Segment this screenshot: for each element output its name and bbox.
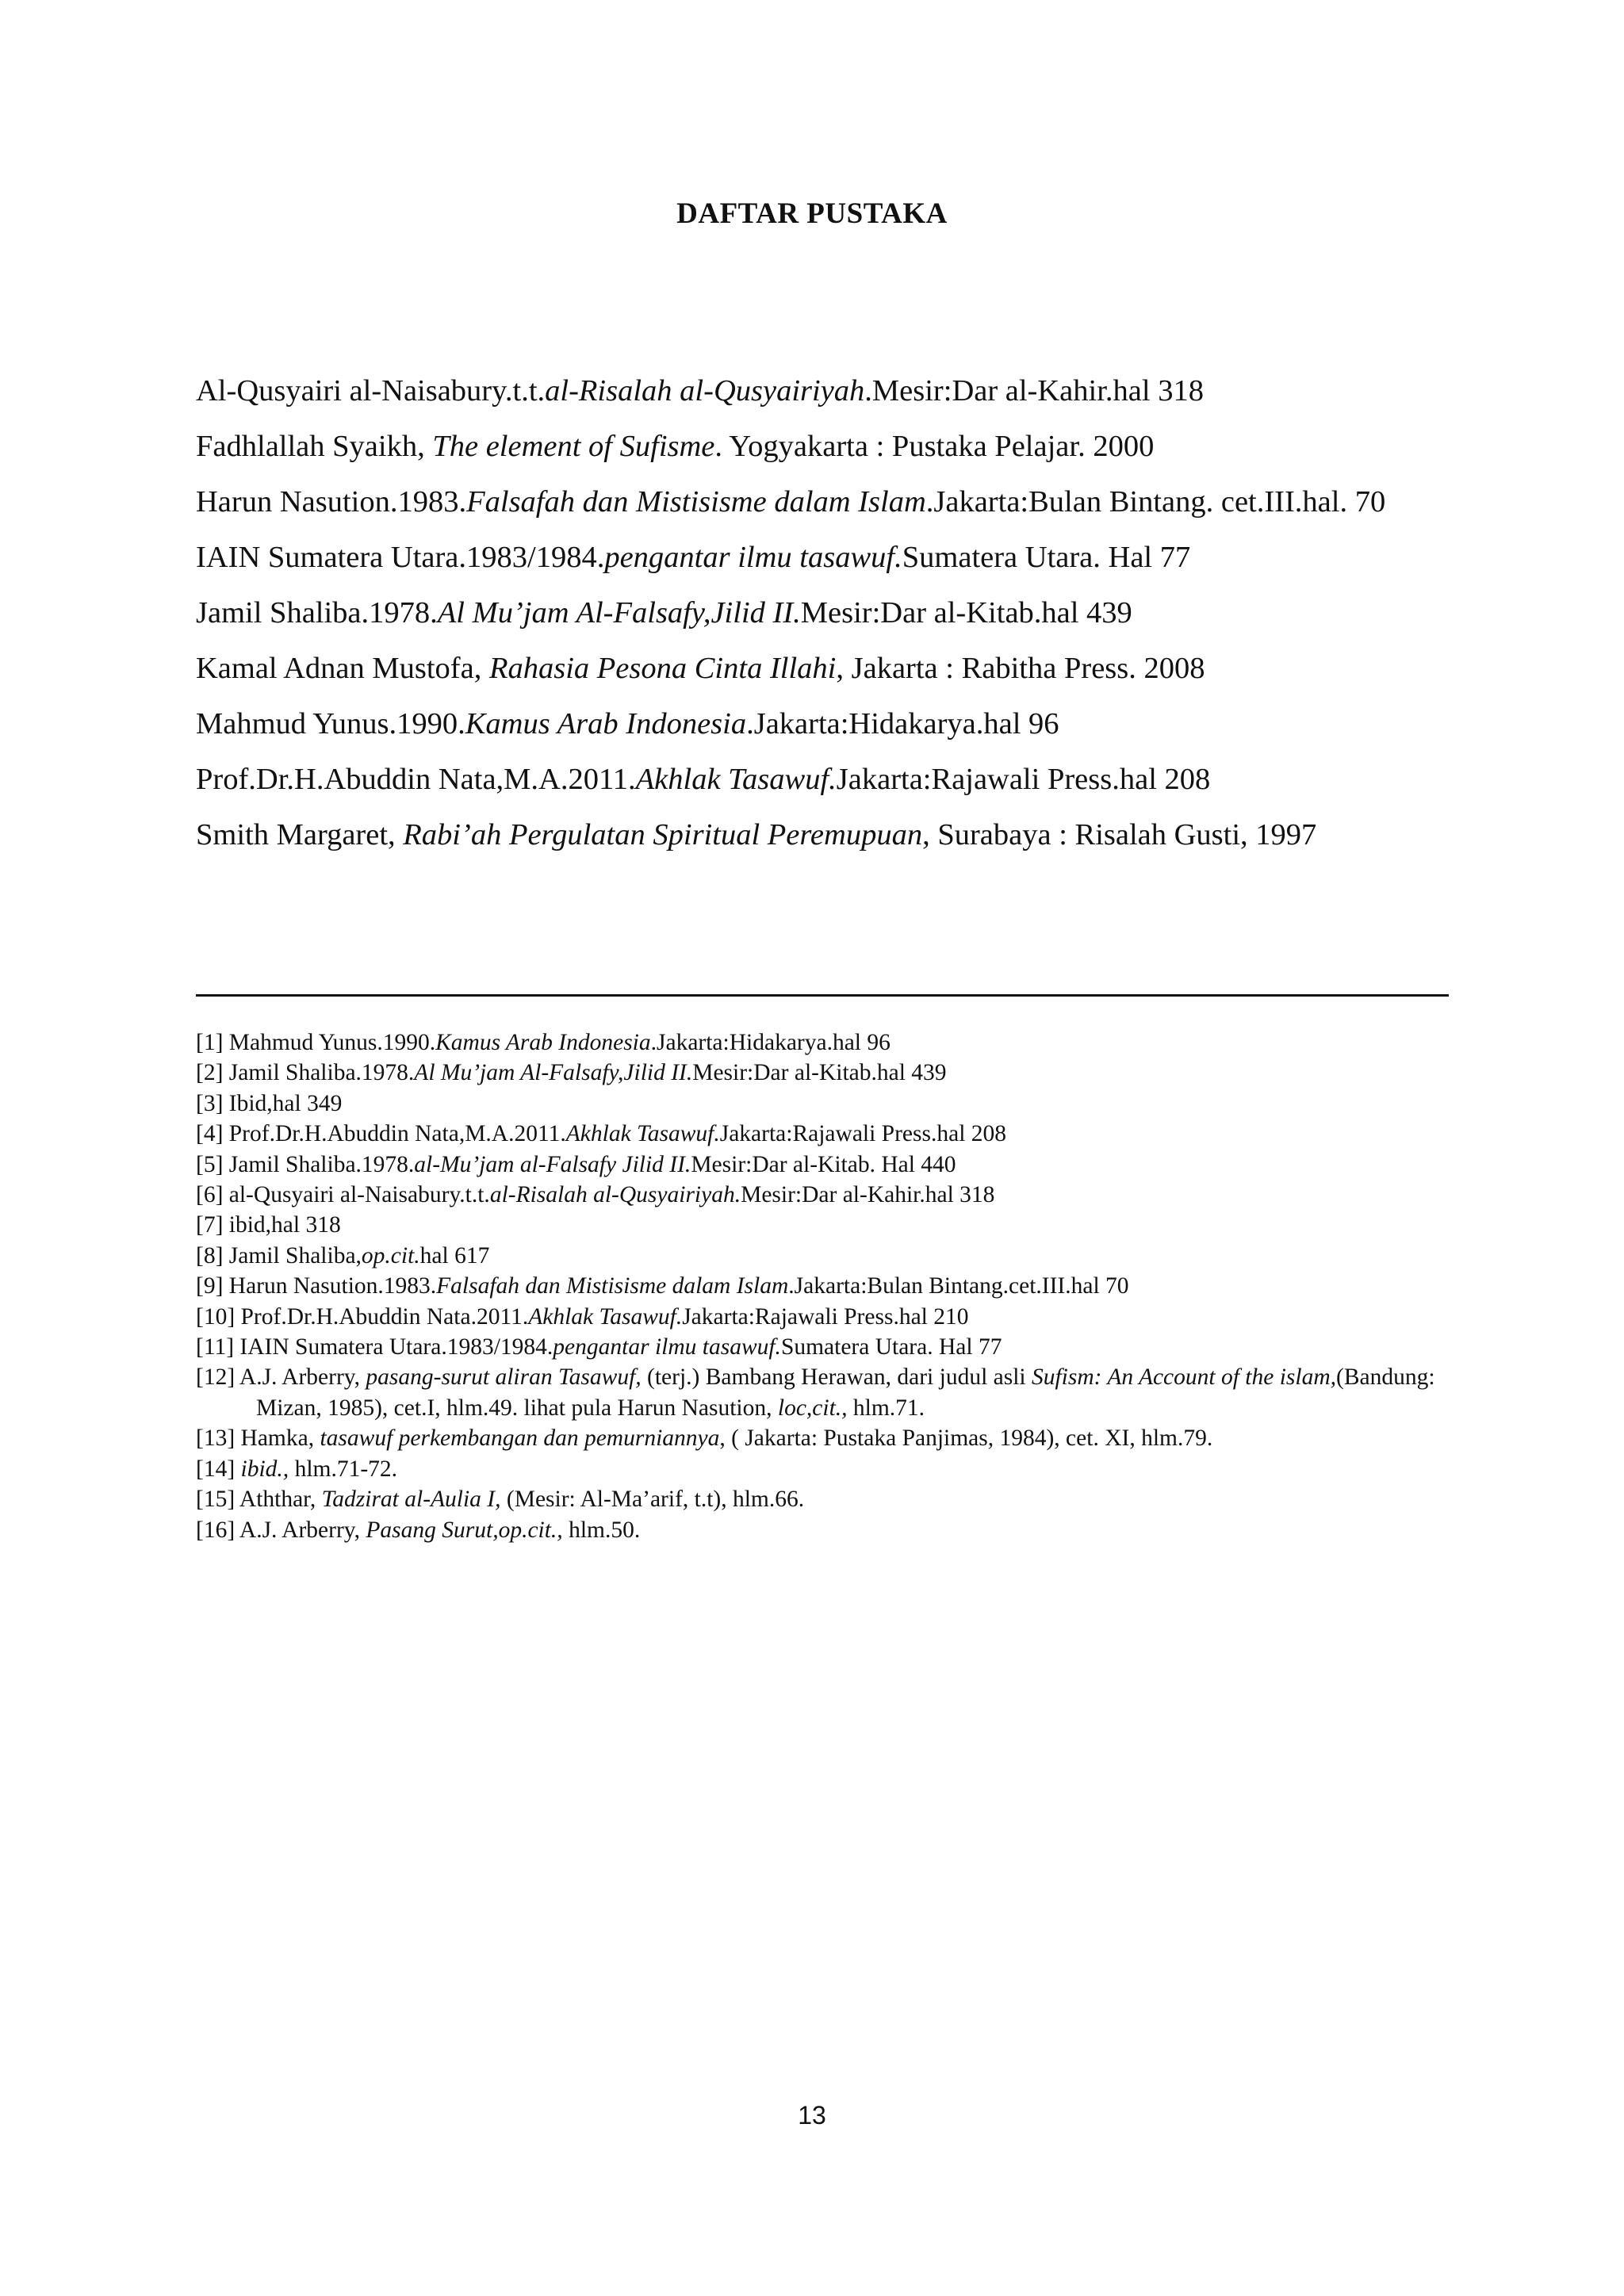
footnote-text: [14] (196, 1456, 241, 1482)
footnote-text: .Jakarta:Bulan Bintang.cet.III.hal 70 (788, 1273, 1129, 1299)
footnote-text: hlm.71-72. (289, 1456, 398, 1482)
footnote (196, 1210, 1457, 1240)
footnote-text: , ( Jakarta: Pustaka Panjimas, 1984), cet. XI, hlm.79. (719, 1425, 1213, 1452)
footnote-text: Mesir:Dar al-Kitab.hal 439 (692, 1060, 947, 1086)
bibliography-entry (196, 585, 1457, 641)
footnote (196, 1089, 1457, 1119)
footnote-title: ibid., (240, 1456, 289, 1482)
footnote-text: [2] Jamil Shaliba.1978. (196, 1060, 415, 1086)
entry-text: Jamil Shaliba.1978. (196, 596, 438, 629)
footnote-text: (terj.) Bambang Herawan, dari judul asli (641, 1364, 1032, 1391)
bibliography-entry (196, 807, 1457, 863)
footnote-text: Mesir:Dar al-Kahir.hal 318 (741, 1182, 995, 1208)
entry-text: , Jakarta : Rabitha Press. 2008 (836, 652, 1205, 685)
footnote-text: (Bandung: Mizan, 1985), cet.I, hlm.49. lihat pula Harun Nasution, (256, 1364, 1435, 1421)
footnote-title: loc,cit., (777, 1395, 848, 1421)
entry-text: , Surabaya : Risalah Gusti, 1997 (922, 818, 1317, 851)
entry-text: Mahmud Yunus.1990. (196, 707, 465, 740)
entry-text: Fadhlallah Syaikh, (196, 430, 433, 463)
footnote-text: [6] al-Qusyairi al-Naisabury.t.t. (196, 1182, 490, 1208)
footnote-text: [15] Aththar, (196, 1487, 322, 1513)
footnote-title: Akhlak Tasawuf. (565, 1121, 720, 1147)
entry-text: .Mesir:Dar al-Kahir.hal 318 (864, 374, 1204, 408)
bibliography-entry (196, 641, 1457, 696)
entry-text: Al-Qusyairi al-Naisabury.t.t. (196, 374, 546, 408)
entry-title: Rahasia Pesona Cinta Illahi (488, 652, 837, 685)
entry-text: . Yogyakarta : Pustaka Pelajar. 2000 (714, 430, 1155, 463)
footnote (196, 1515, 1457, 1545)
footnote-text: [10] Prof.Dr.H.Abuddin Nata.2011. (196, 1303, 529, 1330)
footnote-title: Falsafah dan Mistisisme dalam Islam (436, 1273, 789, 1299)
entry-text: Mesir:Dar al-Kitab.hal 439 (800, 596, 1132, 629)
footnote-text: hlm.71. (847, 1395, 925, 1421)
bibliography-entry (196, 752, 1457, 807)
footnote-title: Al Mu’jam Al-Falsafy,Jilid II. (414, 1060, 693, 1086)
footnote (196, 1454, 1457, 1484)
footnote-text: Jakarta:Rajawali Press.hal 208 (719, 1121, 1007, 1147)
bibliography-entry (196, 419, 1457, 474)
footnote (196, 1241, 1457, 1271)
footnote-text: [8] Jamil Shaliba, (196, 1242, 362, 1269)
footnote-text: (Mesir: Al-Ma’arif, t.t), hlm.66. (500, 1487, 805, 1513)
footnote-text: Sumatera Utara. Hal 77 (780, 1334, 1002, 1360)
entry-title: al-Risalah al-Qusyairiyah (545, 374, 865, 408)
page-title: DAFTAR PUSTAKA (676, 197, 948, 230)
footnote-text: [13] Hamka, (196, 1425, 320, 1452)
footnote-text: Mesir:Dar al-Kitab. Hal 440 (691, 1151, 956, 1177)
footnote-text: [4] Prof.Dr.H.Abuddin Nata,M.A.2011. (196, 1121, 566, 1147)
footnote-text: hlm.50. (562, 1517, 641, 1543)
footnote-text: [16] A.J. Arberry, (196, 1517, 366, 1543)
bibliography-entry (196, 474, 1457, 530)
footnote-text: [5] Jamil Shaliba.1978. (196, 1151, 415, 1177)
bibliography-entry (196, 363, 1457, 419)
entry-title: pengantar ilmu tasawuf. (604, 541, 902, 574)
entry-text: .Jakarta:Hidakarya.hal 96 (746, 707, 1059, 740)
footnotes-list (196, 1027, 1457, 1545)
footnote-title: Pasang Surut,op.cit., (366, 1517, 563, 1543)
footnote (196, 1180, 1457, 1210)
entry-text: Smith Margaret, (196, 818, 404, 851)
entry-text: Jakarta:Rajawali Press.hal 208 (836, 763, 1211, 796)
page-number: 13 (798, 2101, 826, 2130)
footnote-title: al-Mu’jam al-Falsafy Jilid II. (414, 1151, 691, 1177)
entry-title: Kamus Arab Indonesia (465, 707, 747, 740)
entry-text: Sumatera Utara. Hal 77 (902, 541, 1191, 574)
entry-title: Rabi’ah Pergulatan Spiritual Peremupuan (403, 818, 923, 851)
footnote (196, 1484, 1457, 1514)
footnote (196, 1271, 1457, 1301)
entry-text: Harun Nasution.1983. (196, 485, 467, 519)
footnote-text: [12] A.J. Arberry, (196, 1364, 366, 1391)
entry-text: Prof.Dr.H.Abuddin Nata,M.A.2011. (196, 763, 636, 796)
entry-title: The element of Sufisme (432, 430, 715, 463)
footnote-title: Akhlak Tasawuf. (528, 1303, 683, 1330)
footnote-text: .Jakarta:Hidakarya.hal 96 (650, 1030, 891, 1055)
footnote (196, 1150, 1457, 1180)
entry-title: Falsafah dan Mistisisme dalam Islam (466, 485, 926, 519)
footnote-text: [1] Mahmud Yunus.1990. (196, 1030, 436, 1055)
footnote (196, 1362, 1457, 1423)
footnote-title: Sufism: An Account of the islam, (1031, 1364, 1337, 1391)
bibliography-entry (196, 530, 1457, 585)
footnote (196, 1027, 1457, 1058)
footnote-text: hal 617 (419, 1242, 490, 1269)
footnote-title: al-Risalah al-Qusyairiyah. (489, 1182, 741, 1208)
footnote (196, 1302, 1457, 1332)
entry-text: IAIN Sumatera Utara.1983/1984. (196, 541, 605, 574)
footnote (196, 1119, 1457, 1149)
footnote-title: pasang-surut aliran Tasawuf, (366, 1364, 642, 1391)
footnote-separator (196, 994, 1449, 997)
footnote (196, 1058, 1457, 1088)
footnote-text: [11] IAIN Sumatera Utara.1983/1984. (196, 1334, 553, 1360)
footnote-title: pengantar ilmu tasawuf. (553, 1334, 781, 1360)
entry-title: Akhlak Tasawuf. (635, 763, 837, 796)
footnote-title: Tadzirat al-Aulia I, (321, 1487, 501, 1513)
footnote-text: [7] ibid,hal 318 (196, 1212, 341, 1238)
bibliography-entry (196, 696, 1457, 752)
footnote-title: tasawuf perkembangan dan pemurniannya (320, 1425, 720, 1452)
footnote-title: Kamus Arab Indonesia (435, 1030, 651, 1055)
entry-text: Kamal Adnan Mustofa, (196, 652, 489, 685)
entry-text: .Jakarta:Bulan Bintang. cet.III.hal. 70 (925, 485, 1386, 519)
footnote (196, 1423, 1457, 1453)
footnote (196, 1332, 1457, 1362)
footnote-text: [3] Ibid,hal 349 (196, 1090, 343, 1116)
footnote-text: Jakarta:Rajawali Press.hal 210 (682, 1303, 969, 1330)
entry-title: Al Mu’jam Al-Falsafy,Jilid II. (437, 596, 801, 629)
footnote-title: op.cit. (361, 1242, 420, 1269)
footnote-text: [9] Harun Nasution.1983. (196, 1273, 437, 1299)
bibliography-list (196, 363, 1457, 863)
